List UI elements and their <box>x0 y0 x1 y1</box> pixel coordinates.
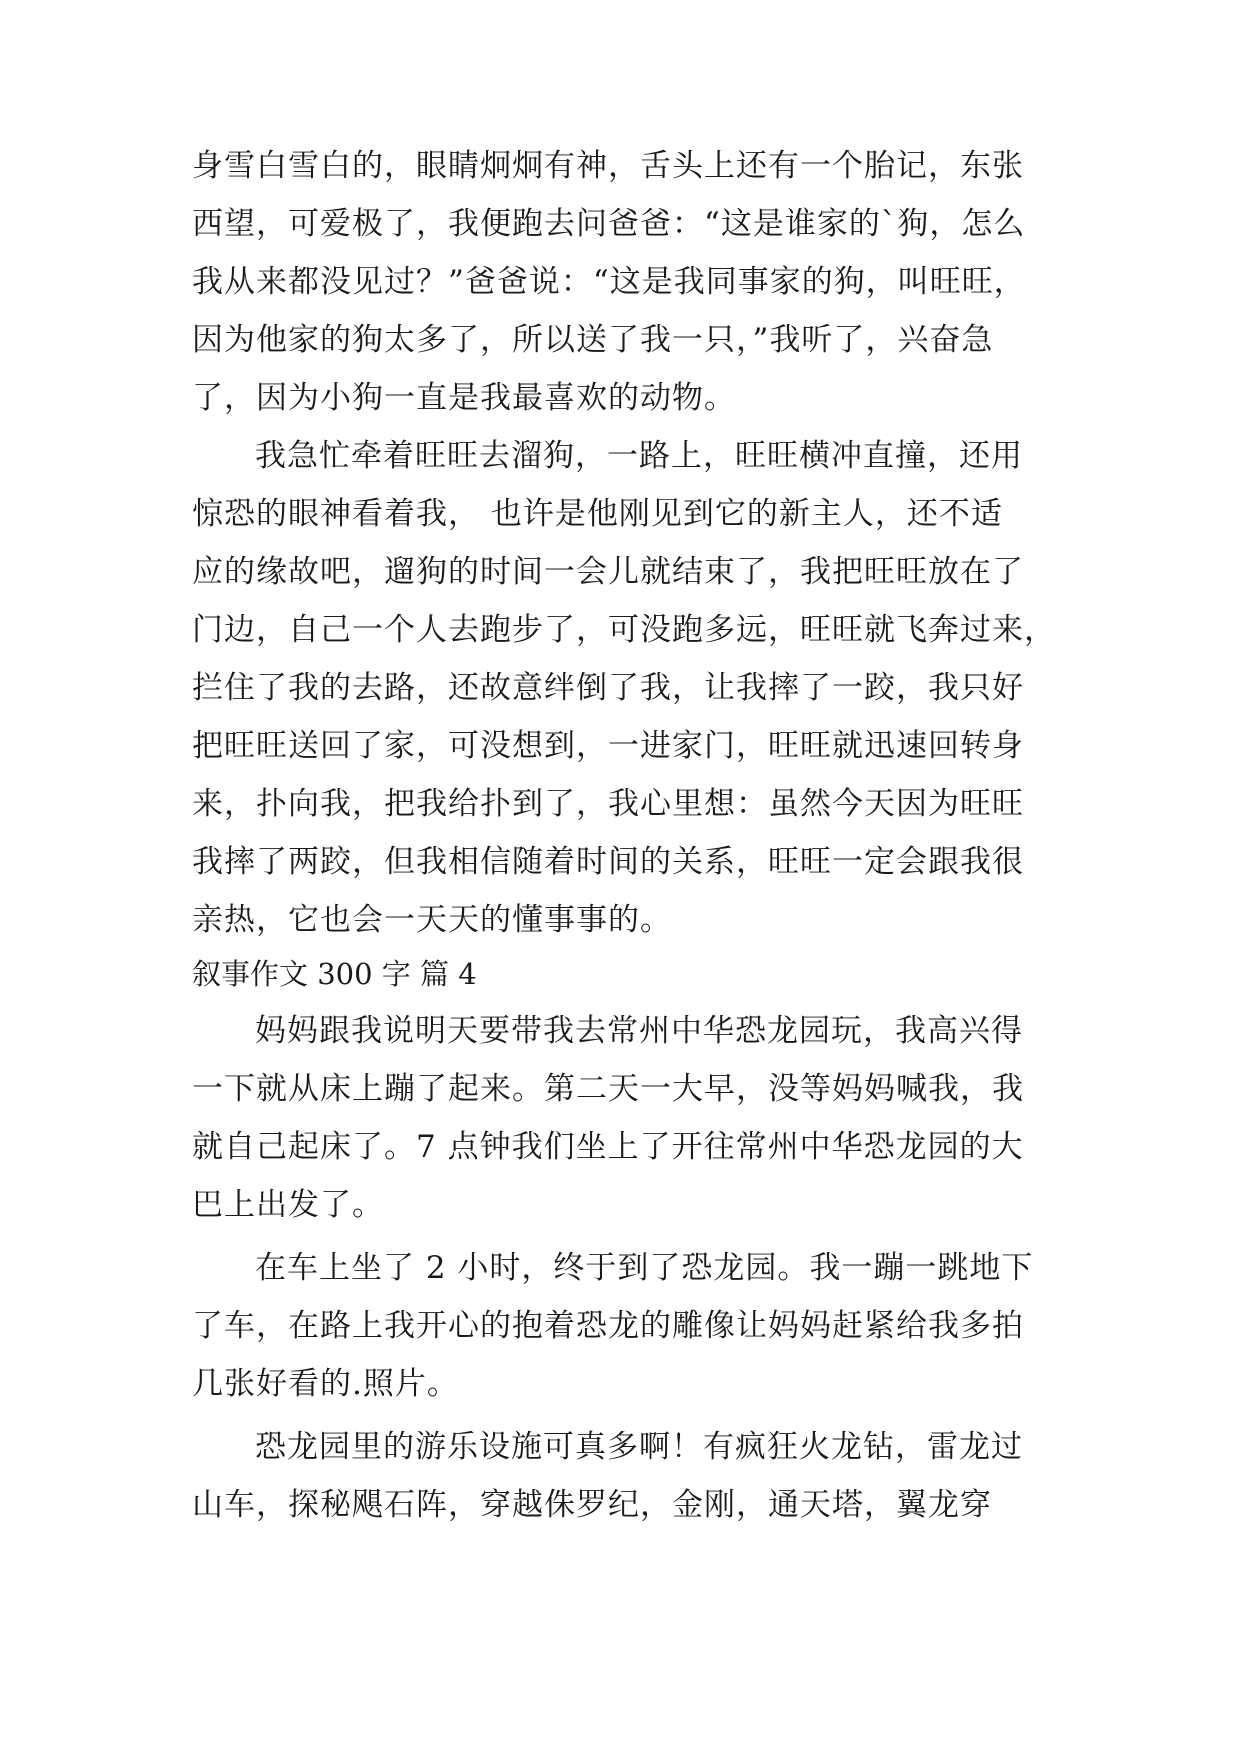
paragraph-line: 身雪白雪白的，眼睛炯炯有神，舌头上还有一个胎记，东张 <box>192 148 1024 184</box>
paragraph-line: 把旺旺送回了家，可没想到，一进家门，旺旺就迅速回转身 <box>192 728 1024 764</box>
paragraph-line: 我急忙牵着旺旺去溜狗，一路上，旺旺横冲直撞，还用 <box>255 438 1023 474</box>
paragraph-line: 巴上出发了。 <box>192 1187 384 1223</box>
paragraph-line: 了，因为小狗一直是我最喜欢的动物。 <box>192 380 736 416</box>
paragraph-line: 了车，在路上我开心的抱着恐龙的雕像让妈妈赶紧给我多拍 <box>192 1308 1024 1344</box>
paragraph-line: 几张好看的.照片。 <box>192 1366 459 1402</box>
paragraph-line: 就自己起床了。7 点钟我们坐上了开往常州中华恐龙园的大 <box>192 1129 1024 1165</box>
paragraph-line: 来，扑向我，把我给扑到了，我心里想：虽然今天因为旺旺 <box>192 786 1024 822</box>
paragraph-line: 山车，探秘飓石阵，穿越侏罗纪，金刚，通天塔，翼龙穿 <box>192 1487 992 1523</box>
paragraph-line: 一下就从床上蹦了起来。第二天一大早，没等妈妈喊我，我 <box>192 1071 1024 1107</box>
paragraph-line: 恐龙园里的游乐设施可真多啊！有疯狂火龙钻，雷龙过 <box>255 1429 1023 1465</box>
paragraph-line: 亲热，它也会一天天的懂事事的。 <box>192 902 672 938</box>
paragraph-line: 在车上坐了 2 小时，终于到了恐龙园。我一蹦一跳地下 <box>255 1250 1034 1286</box>
section-heading: 叙事作文 300 字 篇 4 <box>192 957 477 991</box>
paragraph-line: 拦住了我的去路，还故意绊倒了我，让我摔了一跤，我只好 <box>192 670 1024 706</box>
paragraph-line: 因为他家的狗太多了，所以送了我一只，”我听了，兴奋急 <box>192 322 994 358</box>
paragraph-line: 惊恐的眼神看着我， 也许是他刚见到它的新主人，还不适 <box>192 496 1003 532</box>
paragraph-line: 妈妈跟我说明天要带我去常州中华恐龙园玩，我高兴得 <box>255 1013 1023 1049</box>
paragraph-line: 我摔了两跤，但我相信随着时间的关系，旺旺一定会跟我很 <box>192 844 1024 880</box>
paragraph-line: 应的缘故吧，遛狗的时间一会儿就结束了，我把旺旺放在了 <box>192 554 1024 590</box>
paragraph-line: 我从来都没见过？”爸爸说：“这是我同事家的狗，叫旺旺， <box>192 264 1026 300</box>
paragraph-line: 门边，自己一个人去跑步了，可没跑多远，旺旺就飞奔过来， <box>192 612 1056 648</box>
paragraph-line: 西望，可爱极了，我便跑去问爸爸：“这是谁家的`狗，怎么 <box>192 206 1026 242</box>
